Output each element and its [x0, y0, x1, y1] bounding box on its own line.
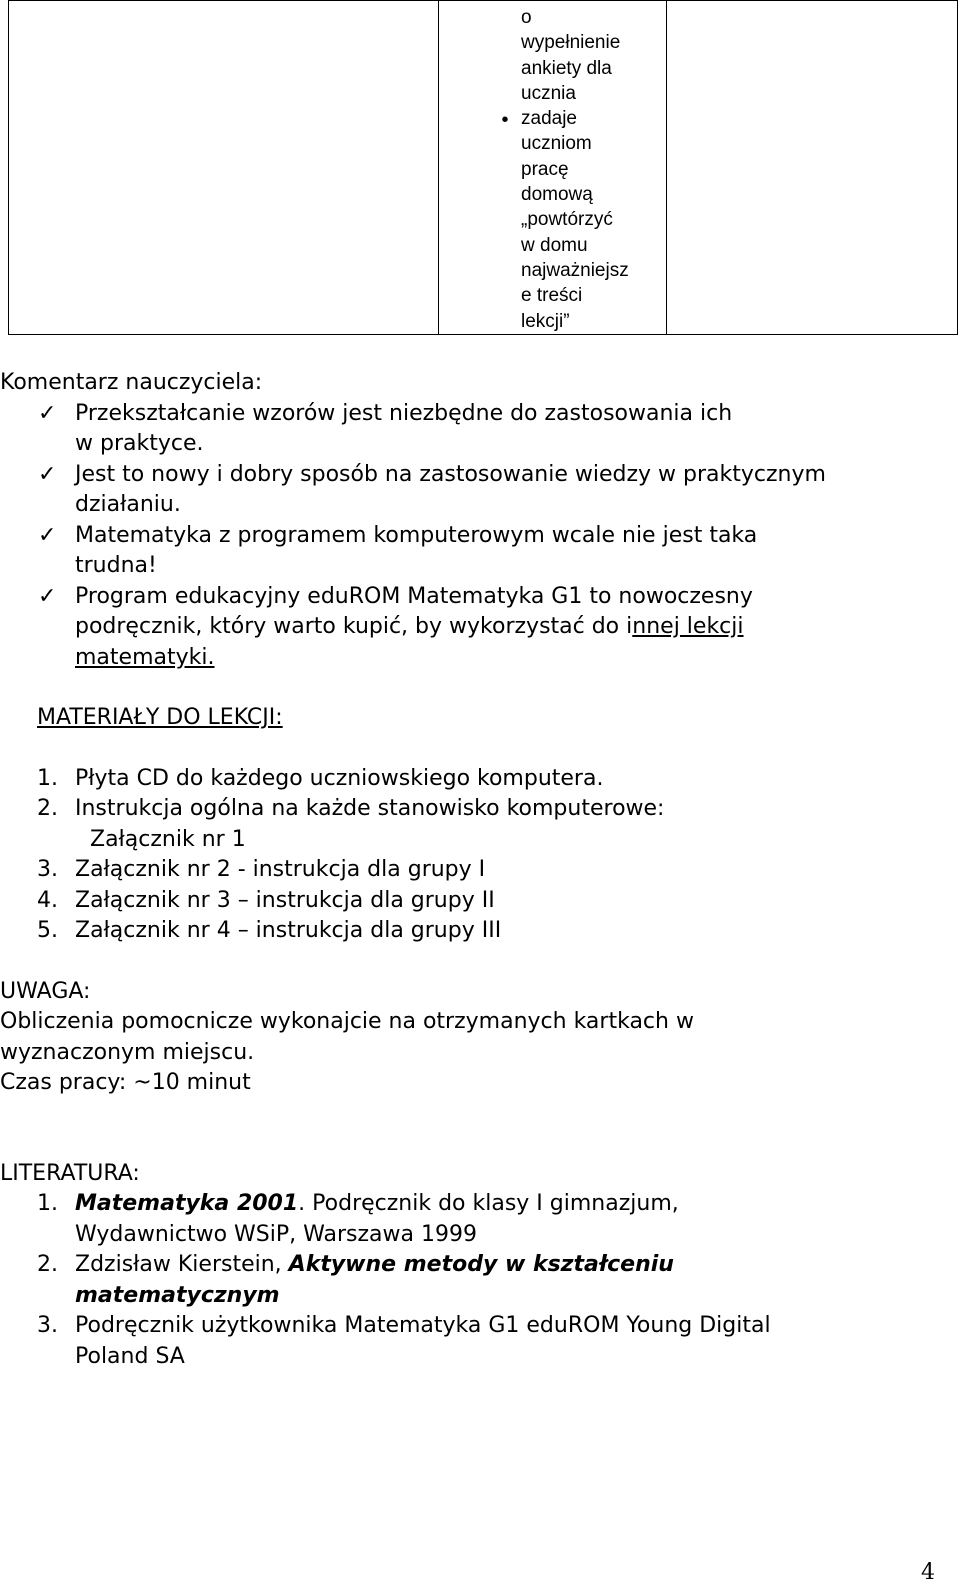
item-text: Załącznik nr 4 – instrukcja dla grupy III [75, 918, 502, 943]
cell-line: lekcji” [521, 310, 570, 332]
book-title: Aktywne metody w kształceniu [288, 1252, 674, 1277]
item-text [75, 1250, 950, 1281]
cell-line: wypełnienie [521, 32, 621, 54]
comment-line: Przekształcanie wzorów jest niezbędne do zastosowania ich [75, 400, 733, 426]
item-text: Załącznik nr 2 - instrukcja dla grupy I [75, 857, 486, 882]
cell-line: zadaje [521, 108, 577, 130]
cell-line: o [521, 7, 532, 28]
note-heading: UWAGA: [0, 978, 91, 1004]
item-text: Poland SA [75, 1343, 185, 1369]
comment-item [0, 460, 950, 521]
cell-line: uczniom [521, 133, 592, 155]
comment-item [0, 582, 950, 674]
cell-line: e treści [521, 285, 583, 307]
materials-item [0, 764, 950, 795]
cell-line: ucznia [521, 82, 576, 104]
comment-line: trudna! [75, 553, 157, 578]
item-number: 5. [37, 918, 58, 943]
item-number: 2. [37, 1252, 58, 1277]
comment-line [75, 612, 950, 643]
item-text: Podręcznik użytkownika Matematyka G1 eduROM Young Digital [75, 1313, 771, 1338]
document-body [0, 368, 950, 1372]
item-number: 3. [37, 857, 58, 882]
cell-line: domową [521, 184, 593, 206]
cell-line: ankiety dla [521, 57, 612, 79]
materials-item [0, 794, 950, 825]
comment-line: działaniu. [75, 492, 181, 517]
checkmark-icon: ✓ [38, 583, 57, 609]
literature-item [0, 1311, 950, 1372]
item-text: Załącznik nr 3 – instrukcja dla grupy II [75, 887, 495, 913]
bullet: • [501, 108, 509, 131]
checkmark-icon: ✓ [38, 400, 57, 426]
literature-item [0, 1250, 950, 1311]
item-number: 2. [37, 796, 58, 821]
materials-item [0, 855, 950, 886]
comment-item [0, 399, 950, 460]
cell-line: „powtórzyć [521, 209, 613, 231]
item-text: Płyta CD do każdego uczniowskiego komputera. [75, 765, 604, 791]
literature-item [0, 1189, 950, 1250]
lesson-table [8, 0, 958, 335]
item-text [75, 1189, 950, 1220]
cell-line: w domu [521, 234, 588, 256]
comment-text: podręcznik, który warto kupić, by wykorzystać do i [75, 614, 633, 639]
book-author: Zdzisław Kierstein, [75, 1252, 289, 1277]
comment-line: matematyki. [75, 644, 215, 670]
book-title: Matematyka 2001 [75, 1191, 299, 1216]
item-number: 1. [37, 1191, 58, 1216]
cell-line: pracę [521, 158, 569, 180]
materials-heading: MATERIAŁY DO LEKCJI: [37, 705, 283, 730]
book-details: . Podręcznik do klasy I gimnazjum, [298, 1191, 679, 1216]
table-cell-task-list [439, 1, 667, 335]
checkmark-icon: ✓ [38, 461, 57, 487]
book-title-continued: matematycznym [75, 1282, 280, 1308]
checkmark-icon: ✓ [38, 522, 57, 548]
note-line: Obliczenia pomocnicze wykonajcie na otrzymanych kartkach w [0, 1009, 694, 1034]
comment-line: Program edukacyjny eduROM Matematyka G1 to nowoczesny [75, 583, 753, 609]
comment-line: Matematyka z programem komputerowym wcale nie jest taka [75, 522, 758, 548]
comment-line: Jest to nowy i dobry sposób na zastosowanie wiedzy w praktycznym [75, 461, 826, 487]
materials-item [0, 886, 950, 917]
item-text: Wydawnictwo WSiP, Warszawa 1999 [75, 1221, 477, 1247]
item-text-continued: Załącznik nr 1 [90, 826, 246, 852]
work-time: Czas pracy: ~10 minut [0, 1070, 251, 1095]
item-number: 1. [37, 765, 58, 791]
comment-line: w praktyce. [75, 431, 204, 456]
literature-heading: LITERATURA: [0, 1160, 140, 1186]
page-number: 4 [921, 1560, 935, 1585]
item-text: Instrukcja ogólna na każde stanowisko komputerowe: [75, 796, 665, 821]
comment-item [0, 521, 950, 582]
comment-heading: Komentarz nauczyciela: [0, 370, 263, 395]
materials-item [0, 916, 950, 947]
table-cell-empty-left [9, 1, 439, 335]
item-number: 4. [37, 887, 58, 913]
note-line: wyznaczonym miejscu. [0, 1039, 255, 1065]
item-number: 3. [37, 1313, 58, 1338]
table-cell-empty-right [667, 1, 958, 335]
cell-line: najważniejsz [521, 259, 629, 281]
comment-text-underlined: nnej lekcji [632, 614, 744, 639]
